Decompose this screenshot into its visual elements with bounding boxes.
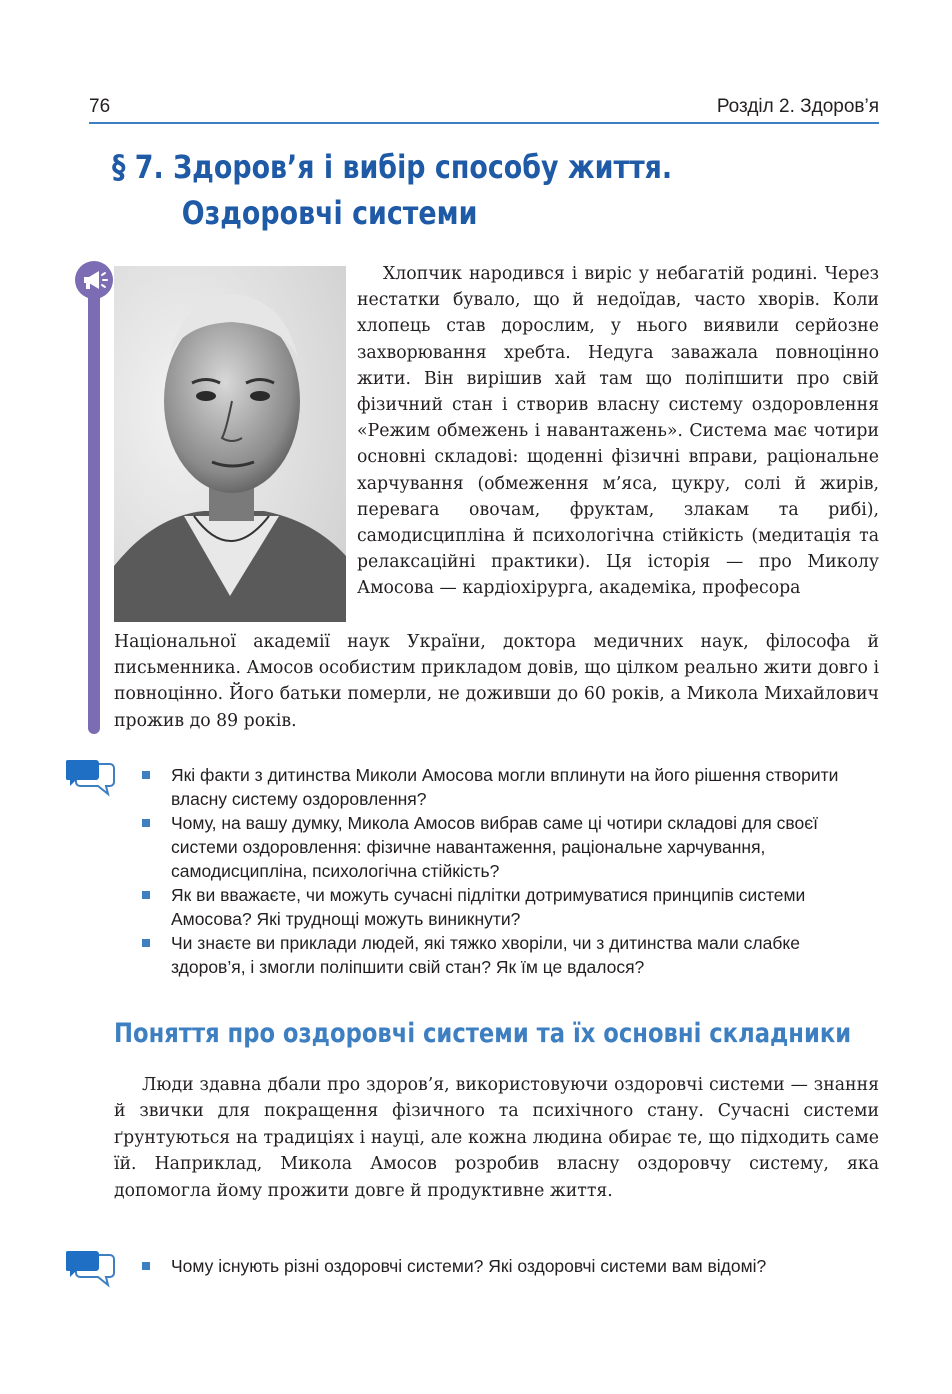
page-number: 76: [89, 96, 111, 117]
discussion-questions-2: [141, 1254, 879, 1278]
amosov-portrait: [114, 266, 346, 622]
question-item: Які факти з дитинства Миколи Амосова могли вплинути на його рішення створити власну систему оздоровлення?: [141, 763, 879, 811]
intro-paragraph-part2: Національної академії наук України, доктора медичних наук, філософа й письменника. Амосов особистим прикладом довів, що цілком реально жити довго і повноцінно. Його батьки померли, не доживши до 60 років, а Микола Михайлович прожив до 89 років.: [114, 632, 879, 731]
chapter-title: Розділ 2. Здоров’я: [716, 96, 879, 117]
question-item: Чому існують різні оздоровчі системи? Які оздоровчі системи вам відомі?: [141, 1254, 879, 1278]
intro-paragraph-part1: Хлопчик народився і виріс у небагатій родині. Через нестатки бувало, що й недоїдав, часто хворів. Коли хлопець став дорослим, у нього виявили серйозне захворювання хребта. Недуга заважала повноцінно жити. Він вирішив хай там що поліпшити про свій фізичний стан і створив власну систему оздоровлення «Режим обмежень і навантажень». Система має чотири основні складові: щоденні фізичні вправи, раціональне харчування (обмеження м’яса, цукру, солі й жирів, перевага овочам, фруктам, злакам та рибі), самодисципліна й психологічна стійкість (медитація та релаксаційні практики). Ця історія — про Миколу Амосова — кардіохірурга, академіка, професора: [357, 264, 879, 599]
section-title: [112, 144, 672, 236]
section-title-line2: Оздоровчі системи: [181, 194, 478, 232]
discussion-bubbles-icon: [66, 1247, 116, 1289]
section-title-line1: § 7. Здоров’я і вибір способу життя.: [112, 148, 673, 186]
question-item: Чи знаєте ви приклади людей, які тяжко хворіли, чи з дитинства мали слабке здоров’я, і змогли поліпшити свій стан? Як їм це вдалося?: [141, 931, 879, 979]
subsection-heading: Поняття про оздоровчі системи та їх основні складники: [114, 1018, 852, 1049]
page-header: [89, 94, 879, 124]
question-item: Як ви вважаєте, чи можуть сучасні підлітки дотримуватися принципів системи Амосова? Які труднощі можуть виникнути?: [141, 883, 879, 931]
story-side-bar: [88, 288, 100, 734]
discussion-questions-1: [141, 763, 879, 979]
question-item: Чому, на вашу думку, Микола Амосов вибрав саме ці чотири складові для своєї системи оздоровлення: фізичне навантаження, раціональне харчування, самодисципліна, психологічна стійкість?: [141, 811, 879, 883]
discussion-bubbles-icon: [66, 756, 116, 798]
megaphone-icon: [75, 261, 113, 299]
body-paragraph: Люди здавна дбали про здоров’я, використовуючи оздоровчі системи — знання й звички для покращення фізичного та психічного стану. Сучасні системи ґрунтуються на традиціях і науці, але кожна людина обирає те, що підходить саме їй. Наприклад, Микола Амосов розробив власну оздоровчу систему, яка допомогла йому прожити довге й продуктивне життя.: [114, 1075, 879, 1201]
